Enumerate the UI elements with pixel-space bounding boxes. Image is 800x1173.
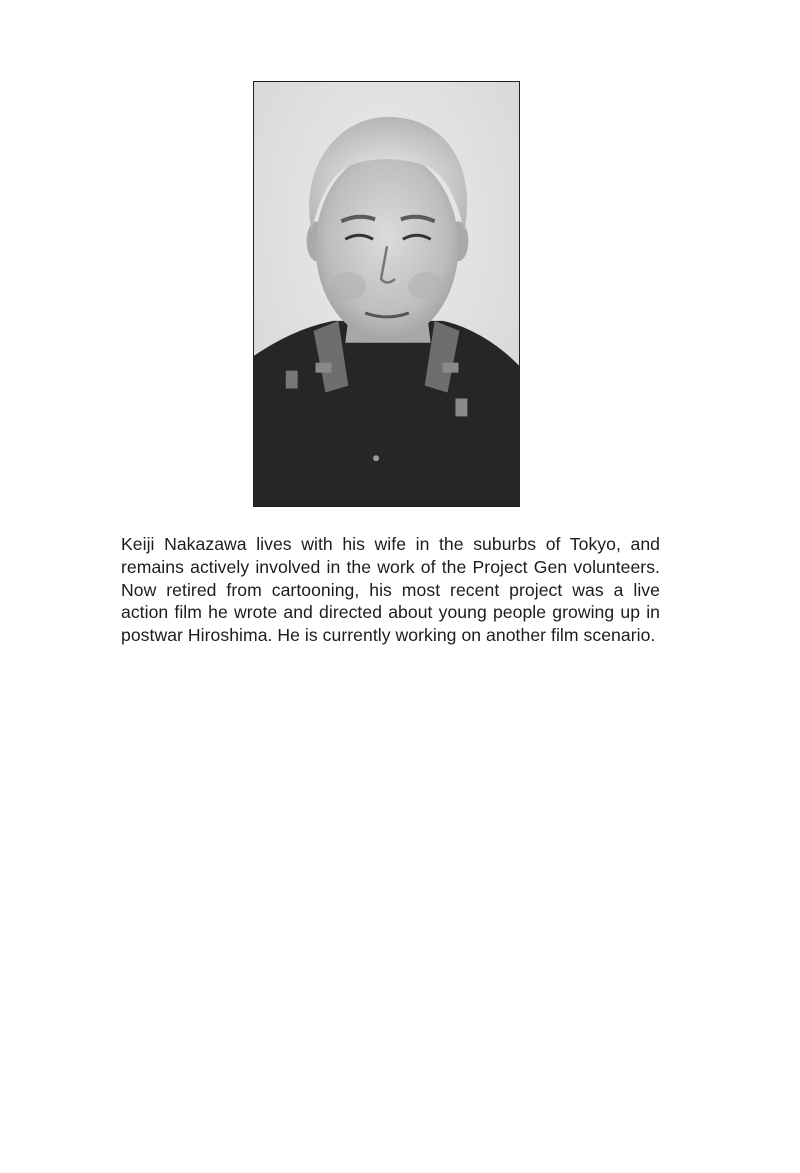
author-bio-paragraph: Keiji Nakazawa lives with his wife in the suburbs of Tokyo, and remains actively involved in the work of the Project Gen volunteers. Now retired from cartooning, his most recent project was a live action film he wrote and directed about young people growing up in postwar Hiroshima. He is currently working on another film scenario.: [121, 534, 660, 646]
shirt-button: [373, 455, 379, 461]
author-portrait-photo: [253, 81, 520, 507]
portrait-illustration: [254, 82, 519, 506]
shirt: [254, 321, 519, 506]
